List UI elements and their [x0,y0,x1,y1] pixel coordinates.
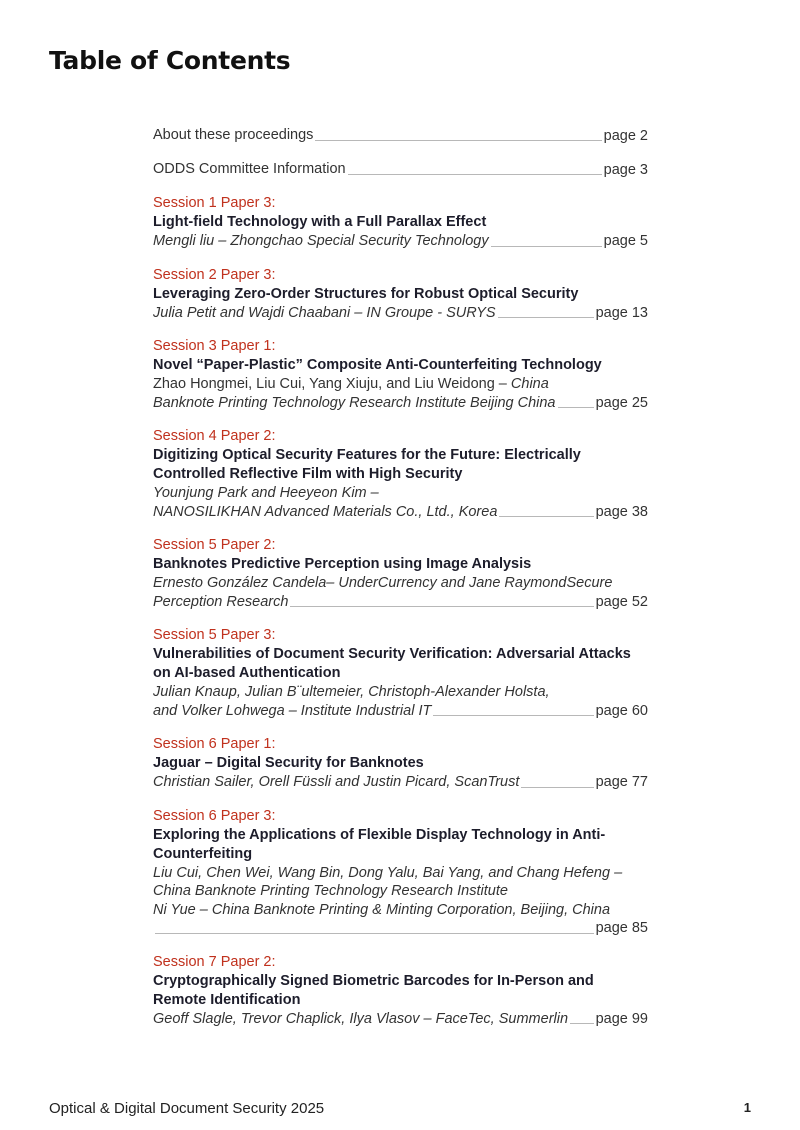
session-label: Session 7 Paper 2: [153,953,276,970]
page-title: Table of Contents [49,46,291,75]
paper-title: Exploring the Applications of Flexible Display Technology in Anti- [153,826,606,843]
toc-page-number: page 85 [595,920,648,936]
session-label: Session 3 Paper 1: [153,338,276,354]
toc-page-number: page 5 [603,233,648,249]
paper-title: Counterfeiting [153,845,253,862]
toc-entry-page-row [153,304,648,323]
session-label: Session 1 Paper 3: [153,195,276,211]
dot-leader [521,787,593,788]
session-label: Session 6 Paper 3: [153,807,276,824]
author-affiliation: China [510,376,549,392]
toc-entry-page-row [153,394,648,413]
paper-title: on AI-based Authentication [153,665,341,681]
footer-page-number: 1 [743,1100,751,1115]
paper-authors: Perception Research [153,593,289,610]
toc-paper-entry[interactable] [153,266,648,323]
paper-authors [153,375,648,394]
paper-title: Light-field Technology with a Full Parallax Effect [153,214,487,230]
toc-paper-entry[interactable] [153,194,648,251]
paper-authors: Julian Knaup, Julian B¨ultemeier, Christoph-Alexander Holsta, [153,684,550,700]
toc-page-number: page 60 [595,702,648,719]
paper-title: Novel “Paper-Plastic” Composite Anti-Counterfeiting Technology [153,357,602,373]
toc-entry-page-row [153,593,648,612]
dot-leader [558,407,594,408]
paper-authors: Mengli liu – Zhongchao Special Security Technology [153,233,489,249]
toc-paper-list [153,194,648,1028]
paper-title: Cryptographically Signed Biometric Barcodes for In-Person and [153,972,594,989]
toc-paper-entry[interactable] [153,807,648,938]
paper-authors: Ernesto González Candela– UnderCurrency and Jane RaymondSecure [153,575,613,591]
toc-entry-about[interactable] [153,126,648,145]
paper-title: Leveraging Zero-Order Structures for Robust Optical Security [153,285,579,302]
dot-leader [348,174,602,175]
toc-page-number: page 77 [595,774,648,790]
dot-leader [315,140,601,141]
paper-title: Remote Identification [153,991,301,1008]
toc-paper-entry[interactable] [153,427,648,521]
toc-page-number: page 52 [595,593,648,610]
toc-entry-committee[interactable] [153,160,648,179]
paper-authors: Banknote Printing Technology Research Institute Beijing China [153,394,556,411]
toc-page-number: page 3 [603,161,648,178]
paper-authors: China Banknote Printing Technology Research Institute [153,883,508,899]
toc-entry-page-row [153,503,648,522]
dot-leader [498,317,594,318]
toc-page-number: page 25 [595,394,648,411]
paper-authors: Julia Petit and Wajdi Chaabani – IN Groupe - SURYS [153,304,496,321]
paper-authors: Ni Yue – China Banknote Printing & Minting Corporation, Beijing, China [153,901,611,918]
session-label: Session 4 Paper 2: [153,428,276,444]
paper-title: Banknotes Predictive Perception using Image Analysis [153,556,532,572]
paper-title: Controlled Reflective Film with High Security [153,466,463,482]
toc-page-number: page 99 [595,1010,648,1027]
paper-authors: NANOSILIKHAN Advanced Materials Co., Ltd., Korea [153,503,498,520]
dot-leader [570,1023,594,1024]
toc-entry-page-row [153,773,648,792]
paper-title: Vulnerabilities of Document Security Verification: Adversarial Attacks [153,646,631,662]
toc-paper-entry[interactable] [153,953,648,1029]
session-label: Session 2 Paper 3: [153,266,276,283]
toc-page-number: page 13 [595,304,648,321]
paper-authors: and Volker Lohwega – Institute Industrial IT [153,702,432,719]
table-of-contents [153,126,648,1043]
session-label: Session 5 Paper 3: [153,627,276,643]
toc-page-number: page 2 [603,127,648,144]
paper-authors: Liu Cui, Chen Wei, Wang Bin, Dong Yalu, Bai Yang, and Chang Hefeng – [153,864,623,881]
toc-paper-entry[interactable] [153,626,648,720]
dot-leader [290,606,593,607]
toc-page-number: page 38 [595,503,648,520]
dot-leader [491,246,602,247]
author-names: Zhao Hongmei, Liu Cui, Yang Xiuju, and Liu Weidong – [153,376,511,392]
toc-entry-page-row [153,702,648,721]
toc-entry-label: ODDS Committee Information [153,161,346,177]
paper-authors: Younjung Park and Heeyeon Kim – [153,485,379,501]
toc-entry-page-row [153,1010,648,1029]
dot-leader [499,516,593,517]
toc-paper-entry[interactable] [153,735,648,792]
toc-entry-label: About these proceedings [153,127,314,143]
toc-entry-page-row [153,919,648,938]
toc-paper-entry[interactable] [153,536,648,611]
paper-authors: Christian Sailer, Orell Füssli and Justin Picard, ScanTrust [153,774,520,790]
paper-title: Digitizing Optical Security Features for the Future: Electrically [153,447,581,463]
dot-leader [433,715,593,716]
footer-publication: Optical & Digital Document Security 2025 [49,1100,325,1117]
dot-leader [155,933,594,934]
session-label: Session 5 Paper 2: [153,537,276,553]
toc-entry-page-row [153,232,648,251]
paper-authors: Geoff Slagle, Trevor Chaplick, Ilya Vlasov – FaceTec, Summerlin [153,1010,569,1027]
toc-paper-entry[interactable] [153,337,648,412]
paper-title: Jaguar – Digital Security for Banknotes [153,755,424,771]
session-label: Session 6 Paper 1: [153,736,276,752]
